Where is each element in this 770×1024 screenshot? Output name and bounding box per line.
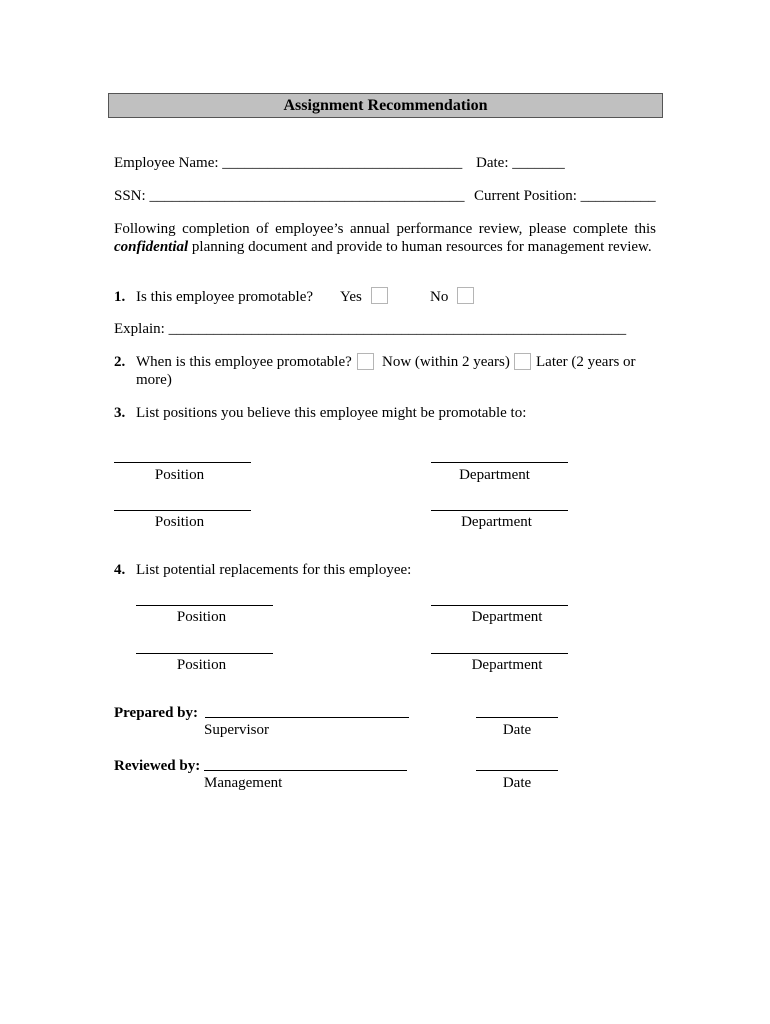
ssn-row — [114, 187, 464, 205]
ssn-field[interactable]: __________________________________________ — [149, 188, 465, 204]
q1-no-checkbox[interactable] — [457, 287, 474, 304]
prepared-by-date-label: Date — [502, 722, 532, 738]
q3-row1-department-line[interactable] — [431, 462, 568, 463]
q1-number: 1. — [114, 289, 126, 305]
current-position-field[interactable]: __________ — [580, 188, 656, 204]
q2-now-label: Now (within 2 years) — [382, 354, 510, 370]
q4-row1-department-label: Department — [471, 609, 543, 625]
q3-row2-position-line[interactable] — [114, 510, 251, 511]
q3-text: List positions you believe this employee might be promotable to: — [136, 405, 527, 421]
q3-row2-position-label: Position — [154, 514, 205, 530]
q3-row1-department-label: Department — [459, 467, 530, 483]
reviewed-by-date-label: Date — [502, 775, 532, 791]
reviewed-by-date-line[interactable] — [476, 770, 558, 771]
q2-number: 2. — [114, 354, 126, 370]
q1-yes-label: Yes — [340, 289, 362, 305]
q4-row1-position-label: Position — [176, 609, 227, 625]
q4-row2-position-label: Position — [176, 657, 227, 673]
q2-later-label-line2: more) — [136, 372, 172, 388]
employee-name-label: Employee Name: — [114, 155, 219, 171]
q2-later-checkbox[interactable] — [514, 353, 531, 370]
date-label: Date: — [476, 155, 509, 171]
q4-number: 4. — [114, 562, 126, 578]
reviewed-by-label: Reviewed by: — [114, 758, 201, 774]
ssn-label: SSN: — [114, 188, 146, 204]
prepared-by-date-line[interactable] — [476, 717, 558, 718]
intro-line-2-text: planning document and provide to human resources for management review. — [188, 239, 652, 255]
confidential-emphasis: confidential — [114, 239, 189, 255]
prepared-by-label: Prepared by: — [114, 705, 199, 721]
q2-now-checkbox[interactable] — [357, 353, 374, 370]
q4-row1-position-line[interactable] — [136, 605, 273, 606]
q3-row1-position-label: Position — [154, 467, 205, 483]
q4-row1-department-line[interactable] — [431, 605, 568, 606]
q3-row1-position-line[interactable] — [114, 462, 251, 463]
employee-name-row — [114, 154, 462, 172]
q4-row2-department-line[interactable] — [431, 653, 568, 654]
q3-number: 3. — [114, 405, 126, 421]
explain-row — [114, 320, 626, 338]
reviewed-by-role: Management — [204, 775, 283, 791]
q4-row2-department-label: Department — [471, 657, 543, 673]
current-position-row — [474, 187, 656, 205]
explain-label: Explain: — [114, 321, 165, 337]
q1-yes-checkbox[interactable] — [371, 287, 388, 304]
prepared-by-signature-line[interactable] — [205, 717, 409, 718]
q1-text: Is this employee promotable? — [136, 289, 314, 305]
intro-line-1: Following completion of employee’s annual performance review, please complete this — [114, 221, 656, 237]
explain-field[interactable]: _____________________________________________________________ — [168, 321, 627, 337]
date-field[interactable]: _______ — [512, 155, 565, 171]
employee-name-field[interactable]: ________________________________ — [222, 155, 463, 171]
q4-text: List potential replacements for this employee: — [136, 562, 412, 578]
q3-row2-department-label: Department — [461, 514, 532, 530]
prepared-by-role: Supervisor — [204, 722, 269, 738]
intro-line-2 — [114, 238, 652, 256]
page-title: Assignment Recommendation — [108, 93, 663, 118]
current-position-label: Current Position: — [474, 188, 577, 204]
q2-text: When is this employee promotable? — [136, 354, 352, 370]
q3-row2-department-line[interactable] — [431, 510, 568, 511]
q2-later-label-line1: Later (2 years or — [536, 354, 636, 370]
reviewed-by-signature-line[interactable] — [204, 770, 407, 771]
date-row — [476, 154, 565, 172]
q1-no-label: No — [430, 289, 449, 305]
q4-row2-position-line[interactable] — [136, 653, 273, 654]
